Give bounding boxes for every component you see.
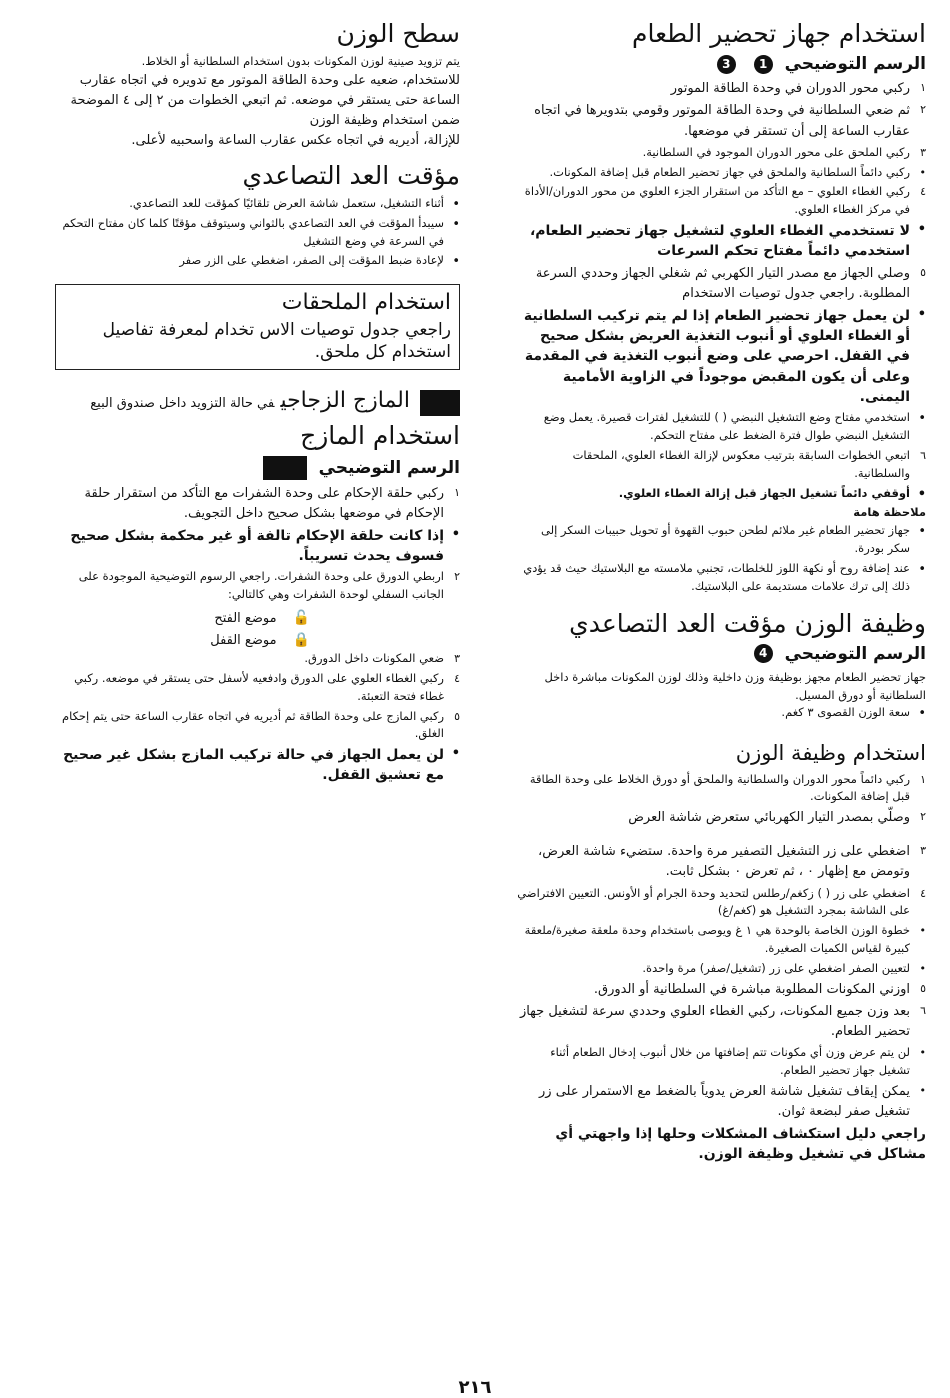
weigh-surface-text: يتم تزويد صينية لوزن المكونات بدون استخدام السلطانية أو الخلاط.: [141, 54, 460, 69]
weigh-intro: جهاز تحضير الطعام مجهز بوظيفة وزن داخلية وذلك لوزن المكونات مباشرة داخل السلطانية أو دورق المسيل.: [544, 669, 926, 702]
warning-item: • لا تستخدمي الغطاء العلوي لتشغيل جهاز تحضير الطعام، استخدمي دائماً مفتاح تحكم السرعات: [529, 222, 926, 260]
figure-label: الرسم التوضيحي: [784, 54, 926, 75]
figure-number-badge: 3: [717, 55, 736, 74]
list-item: ١ ركبي محور الدوران في وحدة الطاقة الموتور: [670, 81, 926, 97]
weigh-surface-title: سطح الوزن: [336, 19, 460, 48]
list-item: • أثناء التشغيل، ستعمل شاشة العرض تلقائيًا كمؤقت للعد التصاعدي.: [129, 195, 460, 212]
warning-item: • لن يعمل الجهاز في حالة تركيب المازج بشكل غير صحيح مع تعشيق القفل.: [63, 746, 460, 784]
list-item: ٤ اضغطي على زر ( ) زكغم/رطلس لتحديد وحدة الجرام أو الأونس. التعيين الافتراضي على الشاشة بمجرد التشغيل هو (كغم/غ): [517, 885, 926, 918]
left-column: [55, 18, 460, 788]
weigh-surface-text: للإزالة، أديريه في اتجاه عكس عقارب الساعة واسحبيه لأعلى.: [131, 133, 460, 149]
figure-placeholder-icon: [420, 390, 460, 416]
unlock-position: 🔓موضع الفتح: [214, 610, 310, 627]
list-item: • لن يتم عرض وزن أي مكونات تتم إضافتها من خلال أنبوب إدخال الطعام أثناء تشغيل جهاز تحضير الطعام.: [550, 1045, 926, 1077]
mixer-figure-heading: الرسم التوضيحي: [55, 456, 460, 480]
list-item: ٥ وصلي الجهاز مع مصدر التيار الكهربي ثم شغلي الجهاز وحددي السرعة المطلوبة. راجعي جدول توصيات الاستخدام: [535, 265, 926, 301]
attachments-title: استخدام الملحقات: [281, 290, 451, 316]
warning-item: • لن يعمل جهاز تحضير الطعام إذا لم يتم تركيب السلطانية أو الغطاء العلوي أو أنبوب التغذية العريض بشكل صحيح في القفل. احرصي على وضع أنبوب التغذية في المقدمة وعلى أن يكون المقبض موجوداً في الزاوية الأمامية اليمنى.: [523, 306, 926, 406]
count-up-title: مؤقت العد التصاعدي: [242, 160, 460, 190]
unlocked-padlock-icon: 🔓: [292, 610, 310, 627]
attachments-text: راجعي جدول توصيات الاس تخدام لمعرفة تفاصيل استخدام كل ملحق.: [102, 319, 451, 362]
using-weigh-steps: [516, 771, 926, 1122]
list-item: ٤ ركبي الغطاء العلوي – مع التأكد من استقرار الجزء العلوي من محور الدوران/الأداة في مركز الغطاء العلوي.: [524, 184, 926, 217]
warning-item: • أوقفي دائماً تشغيل الجهاز قبل إزالة الغطاء العلوي.: [618, 485, 926, 502]
weigh-surface-text: للاستخدام، ضعيه على وحدة الطاقة الموتور مع تدويره في اتجاه عقارب الساعة حتى يستقر في موضعه. ثم اتبعي الخطوات من ٢ إلى ٤ الموضحة ضمن استخدام وظيفة الوزن: [70, 73, 460, 129]
list-item: ٦ اتبعي الخطوات السابقة بترتيب معكوس لإزالة الغطاء العلوي، الملحقات والسلطانية.: [572, 448, 926, 480]
list-item: ٢ ثم ضعي السلطانية في وحدة الطاقة الموتور وقومي بتدويرها في اتجاه عقارب الساعة إلى أن تستقر في موضعها.: [534, 103, 926, 139]
figure-number-badge: 1: [754, 55, 773, 74]
weigh-figure-heading: الرسم التوضيحي 4: [516, 643, 926, 665]
list-item: • ركبي دائماً السلطانية والملحق في جهاز تحضير الطعام قبل إضافة المكونات.: [549, 164, 926, 179]
figure-placeholder-icon: [263, 456, 307, 480]
list-item: • جهاز تحضير الطعام غير ملائم لطحن حبوب القهوة أو تحويل حبيبات السكر إلى سكر بودرة.: [540, 523, 926, 556]
list-item: • استخدمي مفتاح وضع التشغيل النبضي ( ) للتشغيل لفترات قصيرة. يعمل وضع التشغيل النبضي طوال فترة الضغط على مفتاح التحكم.: [543, 410, 926, 443]
page-number: ٢١٦: [458, 1377, 492, 1398]
figure-number-badge: 4: [754, 644, 773, 663]
list-item: ٣ اضغطي على زر التشغيل التصفير مرة واحدة. ستضيء شاشة العرض، وتومض مع إظهار ٠ ، ثم تعرض ٠ بشكل ثابت.: [538, 844, 926, 880]
list-item: • لإعادة ضبط المؤقت إلى الصفر، اضغطي على الزر صفر: [179, 253, 460, 270]
weigh-timer-title: وظيفة الوزن مؤقت العد التصاعدي: [569, 608, 926, 638]
locked-padlock-icon: 🔒: [292, 632, 310, 649]
list-item: ١ ركبي دائماً محور الدوران والسلطانية والملحق أو دورق الخلاط على وحدة الطاقة قبل إضافة المكونات.: [529, 771, 926, 804]
food-processor-title: استخدام جهاز تحضير الطعام: [632, 19, 926, 48]
using-mixer-title: استخدام المازج: [300, 421, 460, 451]
lock-position: 🔒موضع القفل: [210, 632, 310, 649]
list-item: ٢ اربطي الدورق على وحدة الشفرات. راجعي الرسوم التوضيحية الموجودة على الجانب السفلي لوحدة الشفرات وهي كالتالي:: [78, 569, 460, 602]
right-column: [516, 18, 926, 1165]
mixer-availability: المازج الزجاجيفي حالة التزويد داخل صندوق البيع: [55, 388, 460, 417]
list-item: • سيبدأ المؤقت في العد التصاعدي بالثواني وسيتوقف مؤقتًا كلما كان مفتاح التحكم في السرعة في وضع التشغيل: [62, 215, 460, 248]
food-processor-figure-heading: [516, 53, 926, 75]
list-item: ٣ ضعي المكونات داخل الدورق.: [304, 651, 460, 666]
list-item: • لتعيين الصفر اضغطي على زر (تشغيل/صفر) مرة واحدة.: [642, 960, 926, 975]
using-weigh-title: استخدام وظيفة الوزن: [735, 741, 926, 766]
list-item: ٥ اوزني المكونات المطلوبة مباشرة في السلطانية أو الدورق.: [593, 981, 926, 997]
note-title: ملاحظة هامة: [853, 505, 926, 520]
list-item: • خطوة الوزن الخاصة بالوحدة هي ١ غ ويوصى باستخدام وحدة ملعقة صغيرة/ملعقة كبيرة لقياس الكميات الصغيرة.: [524, 923, 926, 956]
list-item: • عند إضافة روح أو نكهة اللوز للخلطات، تجنبي ملامسته مع البلاستيك حيث قد يؤدي ذلك إلى ترك علامات مستديمة على البلاستيك.: [523, 560, 926, 593]
list-item: ١ ركبي حلقة الإحكام على وحدة الشفرات مع التأكد من استقرار حلقة الإحكام في موضعها بشكل صحيح داخل التجويف.: [84, 485, 460, 521]
food-processor-steps: [516, 79, 926, 219]
troubleshooting-note: راجعي دليل استكشاف المشكلات وحلها إذا واجهتي أي مشاكل في تشغيل وظيفة الوزن.: [555, 1125, 926, 1163]
attachments-box: [55, 284, 460, 370]
warning-item: • إذا كانت حلقة الإحكام تالفة أو غير محكمة بشكل صحيح فسوف يحدث تسريباً.: [70, 526, 460, 565]
list-item: ٦ بعد وزن جميع المكونات، ركبي الغطاء العلوي وحددي سرعة لتشغيل جهاز تحضير الطعام.: [519, 1003, 926, 1039]
list-item: ٥ ركبي المازج على وحدة الطاقة ثم أديريه في اتجاه عقارب الساعة حتى يتم إحكام الغلق.: [61, 708, 460, 741]
list-item: ٤ ركبي الغطاء العلوي على الدورق وادفعيه لأسفل حتى يستقر في موضعه. ركبي غطاء فتحة التعبئة.: [74, 670, 460, 703]
list-item: • سعة الوزن القصوى ٣ كغم.: [781, 705, 926, 722]
list-item: • يمكن إيقاف تشغيل شاشة العرض يدوياً بالضغط مع الاستمرار على زر تشغيل صفر لبضعة ثوان.: [539, 1083, 926, 1119]
list-item: ٣ ركبي الملحق على محور الدوران الموجود في السلطانية.: [642, 144, 926, 159]
list-item: ٢ وصلّي بمصدر التيار الكهربائي ستعرض شاشة العرض: [628, 810, 926, 826]
